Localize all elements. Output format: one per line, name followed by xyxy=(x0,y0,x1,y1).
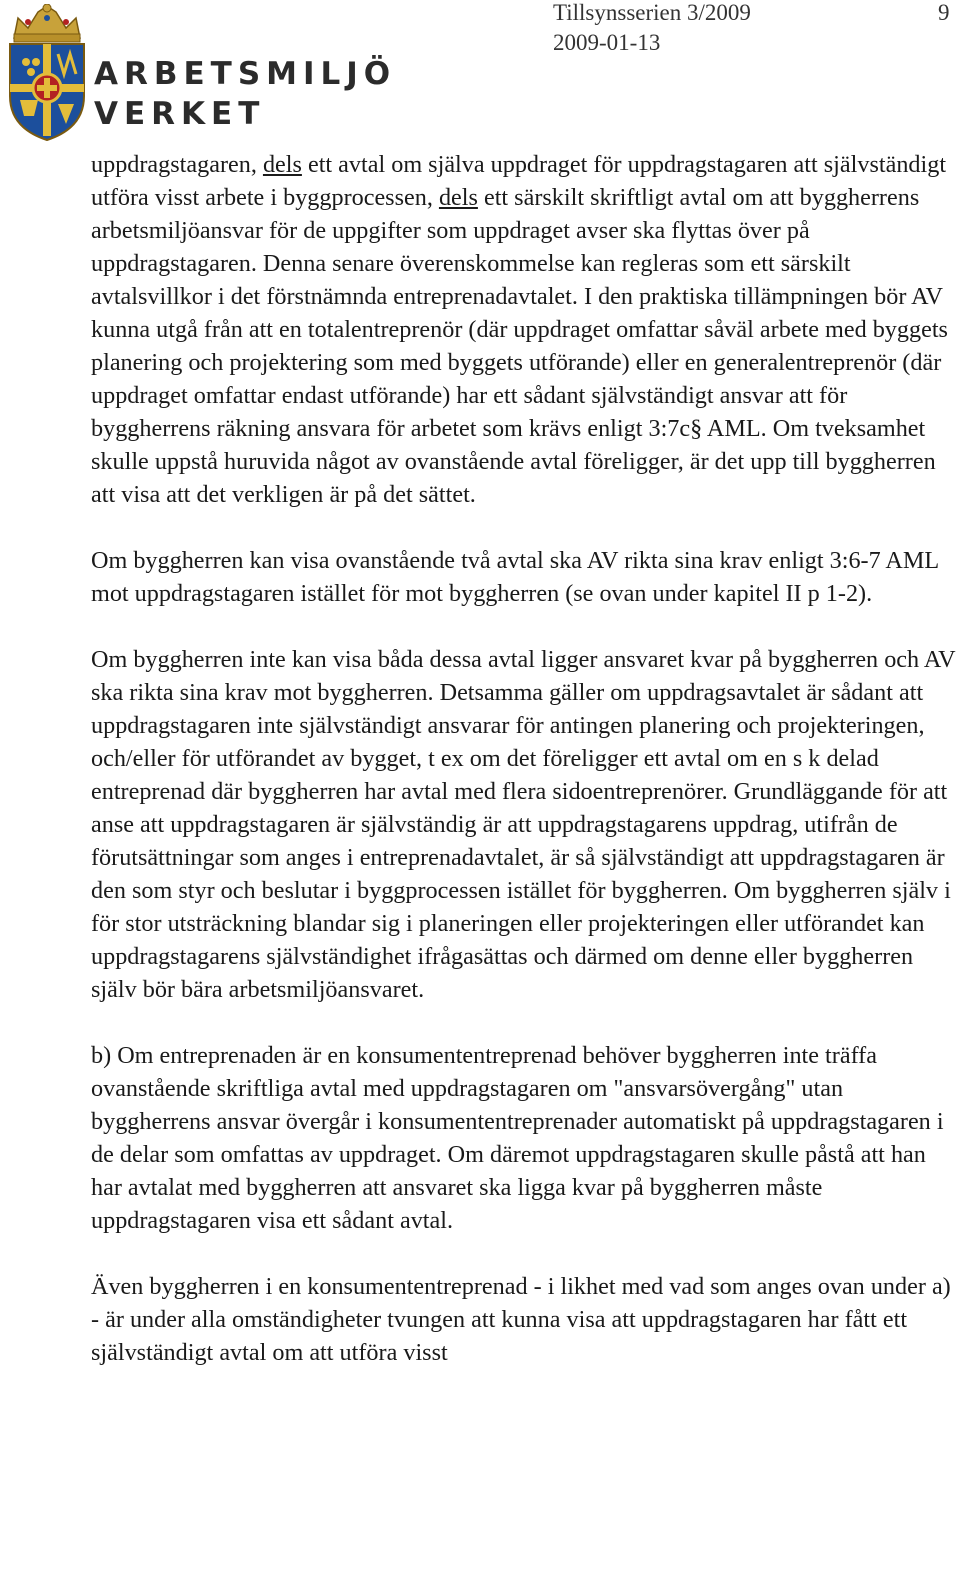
paragraph-text: b) Om entreprenaden är en konsumententreprenad behöver byggherren inte träffa ovanstående skriftliga avtal med uppdragstagaren om "ansvarsövergång" utan byggherrens ansvar övergår i konsumententreprenader automatiskt på uppdragstagaren i de delar som omfattas av uppdraget. Om däremot uppdragstagaren skulle påstå att han har avtalat med byggherren att ansvaret ska ligga kvar på byggherren måste uppdragstagaren visa ett sådant avtal. xyxy=(91,1042,944,1234)
paragraph-text: Om byggherren inte kan visa båda dessa avtal ligger ansvaret kvar på byggherren och AV ska rikta sina krav mot byggherren. Detsamma gäller om uppdragsavtalet är sådant att uppdragstagaren inte självständigt ansvarar för antingen planering och projekteringen, och/eller för utförandet av bygget, t ex om det föreligger ett avtal om en s k delad entreprenad där byggherren har avtal med flera sidoentreprenörer. Grundläggande för att anse att uppdragstagaren är självständig är att uppdragstagarens uppdrag, utifrån de förutsättningar som anges i entreprenadavtalet, är så självständigt att uppdragstagaren är den som styr och beslutar i byggprocessen istället för byggherren. Om byggherren själv i för stor utsträckning blandar sig i planeringen eller projekteringen eller utförandet kan uppdragstagarens självständighet ifrågasättas och därmed om denne eller byggherren själv bör bära arbetsmiljöansvaret. xyxy=(91,646,956,1003)
series-label: Tillsynsserien 3/2009 xyxy=(553,0,751,25)
page-header xyxy=(0,0,960,145)
body-paragraph xyxy=(91,544,957,610)
body-paragraph xyxy=(91,148,957,511)
org-name-line-1: ARBETSMILJÖ xyxy=(94,56,397,92)
paragraph-text: ett särskilt skriftligt avtal om att byggherrens arbetsmiljöansvar för de uppgifter som uppdraget avser ska flyttas över på uppdragstagaren. Denna senare överenskommelse kan regleras som ett särskilt avtalsvillkor i det förstnämnda entreprenadavtalet. I den praktiska tillämpningen bör AV kunna utgå från att en totalentreprenör (där uppdraget omfattar såväl arbete med byggets planering och projektering som med byggets utförande) eller en generalentreprenör (där uppdraget omfattar endast utförande) har ett sådant självständigt ansvar att för byggherrens räkning ansvara för arbetet som krävs enligt 3:7c§ AML. Om tveksamhet skulle uppstå huruvida något av ovanstående avtal föreligger, är det upp till byggherren att visa att det verkligen är på det sättet. xyxy=(91,184,948,508)
paragraph-text: Om byggherren kan visa ovanstående två avtal ska AV rikta sina krav enligt 3:6-7 AML mot uppdragstagaren istället för mot byggherren (se ovan under kapitel II p 1-2). xyxy=(91,547,939,607)
underlined-text: dels xyxy=(262,151,302,178)
body-paragraph xyxy=(91,1039,957,1237)
coat-of-arms-logo xyxy=(4,4,90,147)
document-body xyxy=(91,148,957,1369)
body-paragraph xyxy=(91,1270,957,1369)
paragraph-text: ett avtal om själva uppdraget för uppdragstagaren att självständigt utföra visst arbete i byggprocessen, xyxy=(91,151,947,211)
org-name-line-2: VERKET xyxy=(94,96,266,132)
document-date: 2009-01-13 xyxy=(553,30,661,55)
page-number: 9 xyxy=(938,0,950,25)
body-paragraph xyxy=(91,643,957,1006)
paragraph-text: uppdragstagaren, xyxy=(91,151,263,178)
underlined-text: dels xyxy=(438,184,478,211)
paragraph-text: Även byggherren i en konsumententreprenad - i likhet med vad som anges ovan under a) - är under alla omständigheter tvungen att kunna visa att uppdragstagaren har fått ett självständigt avtal om att utföra visst xyxy=(91,1273,951,1366)
